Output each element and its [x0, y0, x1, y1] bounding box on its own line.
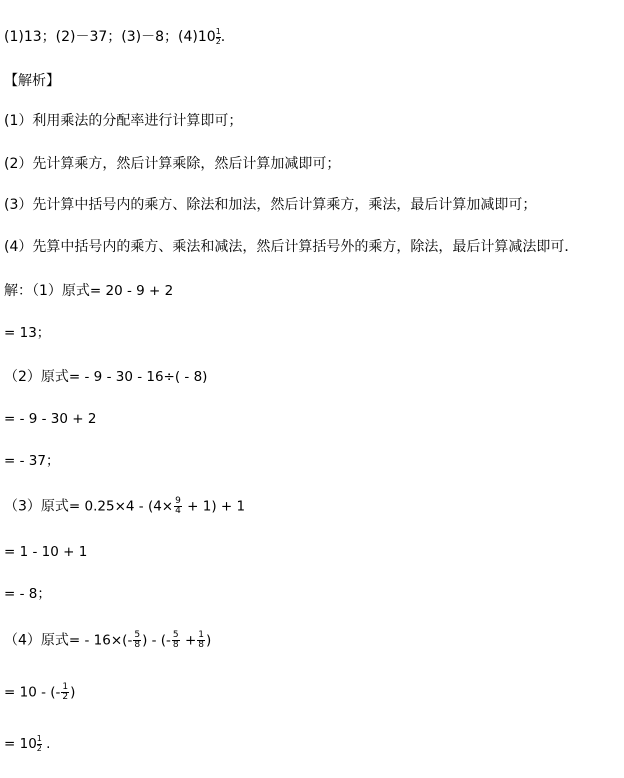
solution-line-10 [4, 683, 75, 702]
solution-line-6 [4, 497, 245, 516]
solution-line-4: = - 9 - 30 + 2 [4, 411, 97, 427]
solution-2-expr: = - 9 - 30 - 16÷( - 8) [68, 369, 208, 385]
fraction-1-2 [61, 683, 69, 702]
solution-4-expr-b: ) - (- [142, 632, 171, 649]
solution-line-9 [4, 631, 211, 650]
step-2-text: 先计算乘方，然后计算乘除，然后计算加减即可； [32, 156, 341, 172]
solution-3-expr-a: = 0.25×4 - (4× [68, 498, 174, 515]
analysis-heading: 【解析】 [4, 73, 60, 89]
answer-mixed-whole: 10 [197, 29, 216, 45]
solution-line-3 [4, 368, 207, 386]
solution-line-2: = 13； [4, 325, 51, 341]
answer-fraction-denominator: 2 [215, 37, 221, 46]
step-4-number: 4 [9, 239, 19, 255]
fraction-5-8-b [172, 631, 180, 650]
fraction-denominator: 2 [62, 692, 69, 702]
fraction-numerator: 9 [175, 496, 181, 506]
solution-4-expr-d: ) [206, 632, 212, 649]
solution-4-label: （4）原式 [4, 632, 69, 649]
step-1-text: 利用乘法的分配率进行计算即可； [32, 113, 243, 129]
solution-4-expr-a: = - 16×(- [68, 632, 133, 649]
fraction-numerator: 5 [134, 630, 141, 640]
solution-1-prefix: 解：（1）原式 [4, 283, 90, 299]
solution-4-expr-c: + [180, 632, 197, 649]
fraction-numerator: 1 [62, 682, 69, 692]
solution-11-expr-b: . [41, 736, 51, 752]
solution-line-7: = 1 - 10 + 1 [4, 544, 88, 560]
fraction-denominator: 8 [134, 640, 141, 650]
answer-fraction-numerator: 1 [215, 27, 221, 36]
fraction-denominator: 8 [198, 640, 204, 650]
solution-10-expr-b: ) [70, 684, 76, 701]
solution-line-1 [4, 282, 173, 300]
solution-line-8: = - 8； [4, 586, 51, 602]
fraction-1-8 [197, 631, 205, 650]
step-2: (2）先计算乘方，然后计算乘除，然后计算加减即可； [4, 156, 341, 172]
step-3-number: 3 [9, 197, 19, 213]
solution-line-5: = - 37； [4, 453, 60, 469]
fraction-numerator: 5 [172, 630, 179, 640]
fraction-denominator: 4 [175, 506, 181, 516]
solution-11-expr-a: = 10 [4, 736, 37, 752]
fraction-denominator: 2 [36, 744, 42, 753]
solution-10-expr-a: = 10 - (- [4, 684, 61, 701]
fraction-9-4 [174, 497, 182, 516]
step-3-text: 先计算中括号内的乘方、除法和加法，然后计算乘方，乘法，最后计算加减即可； [32, 197, 537, 213]
answer-text: (1)13；(2)－37；(3)－8；(4) [4, 29, 198, 45]
step-4: (4）先算中括号内的乘方、乘法和减法，然后计算括号外的乘方，除法，最后计算减法即可． [4, 239, 579, 255]
fraction-numerator: 1 [198, 630, 204, 640]
solution-3-label: （3）原式 [4, 498, 69, 515]
fraction-5-8-a [133, 631, 141, 650]
fraction-denominator: 8 [172, 640, 179, 650]
step-2-number: 2 [9, 156, 19, 172]
solution-3-expr-b: + 1) + 1 [182, 498, 246, 515]
step-1-number: 1 [9, 113, 19, 129]
step-3: (3）先计算中括号内的乘方、除法和加法，然后计算乘方，乘法，最后计算加减即可； [4, 197, 537, 213]
solution-1-expr: = 20 - 9 + 2 [89, 283, 174, 299]
solution-line-11 [4, 735, 50, 753]
step-1: (1）利用乘法的分配率进行计算即可； [4, 113, 243, 129]
fraction-numerator: 1 [36, 734, 42, 743]
solution-2-label: （2）原式 [4, 369, 69, 385]
answer-line [4, 28, 225, 46]
answer-end: . [220, 29, 226, 45]
step-4-text: 先算中括号内的乘方、乘法和减法，然后计算括号外的乘方，除法，最后计算减法即可． [32, 239, 579, 255]
